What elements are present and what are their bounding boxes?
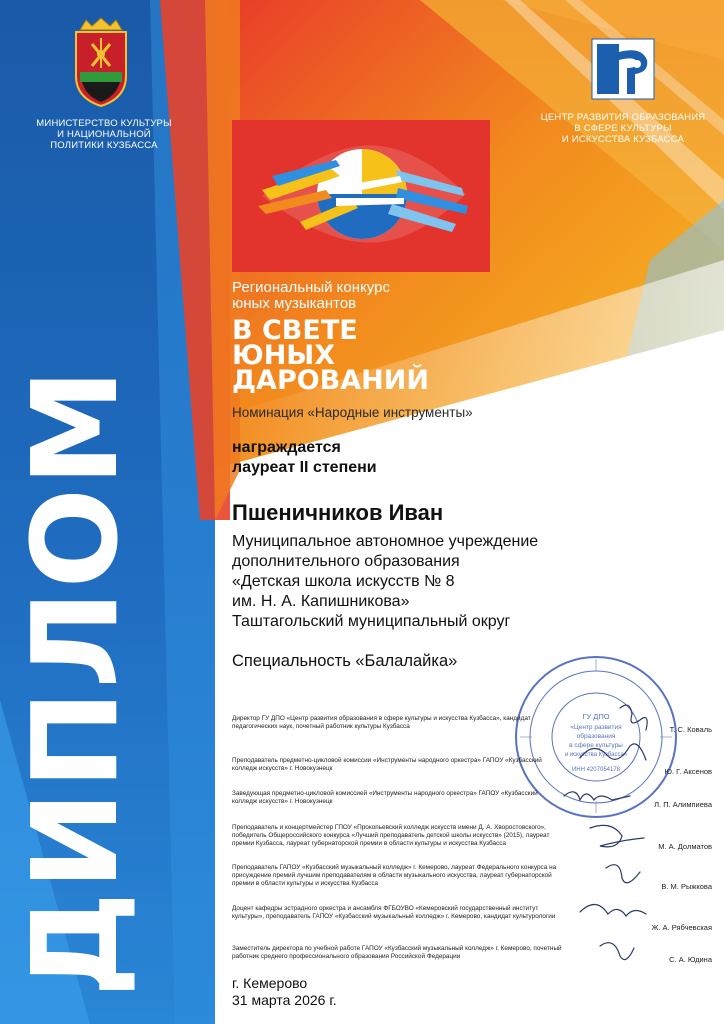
place: г. Кемерово [232,975,308,991]
signatory-description: Заместитель директора по учебной работе ГАПОУ «Кузбасский музыкальный колледж» г. Кемерово, почетный работник среднего профессионального образования Российской Федерации [232,945,562,960]
signatory-name: В. М. Рыжкова [661,882,712,891]
institution-line-1: Муниципальное автономное учреждение [232,533,539,550]
award-line-1: награждается [232,439,341,456]
ministry-line-3: ПОЛИТИКИ КУЗБАССА [50,140,158,151]
institution-line-3: «Детская школа искусств № 8 [232,573,455,590]
signatory-name: Т. С. Коваль [669,725,712,734]
institution-line-4: им. Н. А. Капишникова» [232,593,410,610]
institution-block [232,532,538,632]
contest-subtitle-1: Региональный конкурс [232,279,390,296]
contest-subtitle-2: юных музыкантов [232,295,357,312]
recipient-name: Пшеничников Иван [232,500,444,525]
stamp-line-4: в сфере культуры [569,742,623,749]
award-line-2: лауреат II степени [232,459,377,476]
nomination: Номинация «Народные инструменты» [232,405,473,420]
signatory-description: Директор ГУ ДПО «Центр развития образования в сфере культуры и искусства Кузбасса», кандидат педагогических наук, почетный работник культуры Кузбасса [232,715,531,730]
kuzbass-coat-of-arms [70,16,132,108]
center-line-3: И ИСКУССТВА КУЗБАССА [561,134,685,145]
stamp-line-3: образования [576,733,616,740]
center-logo-icon [591,38,655,100]
signatory-description: Преподаватель предметно-цикловой комиссии «Инструменты народного оркестра» ГАПОУ «Кузбасский колледж искусств» г. Новокузнецк [232,757,542,772]
stamp-inn: ИНН 4207054178 [571,767,621,773]
contest-title-2: ЮНЫХ [232,340,336,371]
handwritten-signatures [560,700,670,990]
ministry-line-1: МИНИСТЕРСТВО КУЛЬТУРЫ [36,118,172,129]
center-line-1: ЦЕНТР РАЗВИТИЯ ОБРАЗОВАНИЯ [540,112,706,123]
signatory-description: Доцент кафедры эстрадного оркестра и ансамбля ФГБОУВО «Кемеровский государственный институт культуры», преподаватель ГАПОУ «Кузбасский музыкальный колледж» г. Кемерово, кандидат культурологии [232,905,556,920]
stamp-line-2: «Центр развития [570,724,622,731]
signatory-name: С. А. Юдина [669,955,712,964]
signatory-description: Преподаватель и концертмейстер ГПОУ «Прокопьевский колледж искусств имени Д. А. Хворостовского», победитель Общероссийского конкурса «Лучший преподаватель детской школы искусств» (2015), лауреат премии Кузбасса, лауреат губернаторской премии в области культуры и искусства Кузбасса [232,824,550,847]
institution-line-2: дополнительного образования [232,553,460,570]
contest-title-1: В СВЕТЕ [232,315,358,346]
diploma-vertical-title: ДИПЛОМ [6,366,144,997]
diploma-vertical-title-wrap [6,366,144,997]
stamp-line-1: ГУ ДПО [582,712,610,721]
ministry-line-2: И НАЦИОНАЛЬНОЙ [57,129,151,140]
contest-title-3: ДАРОВАНИЙ [232,365,429,396]
signatory-name: Л. П. Алимпиева [654,800,712,809]
signatory-name: Ю. Г. Аксенов [664,767,712,776]
center-name [528,112,718,145]
signatory-description: Заведующая предметно-цикловой комиссией «Инструменты народного оркестра» ГАПОУ «Кузбасский колледж искусств» г. Новокузнецк [232,790,538,805]
signatory-name: М. А. Долматов [658,842,712,851]
signatory-description: Преподаватель ГАПОУ «Кузбасский музыкальный колледж» г. Кемерово, лауреат Федерального конкурса на присуждение премий лучшим преподавателям в области музыкального искусства, лауреат губернаторской премии в области культуры и искусства Кузбасса [232,864,557,887]
ministry-name [28,118,180,151]
date: 31 марта 2026 г. [232,992,337,1008]
institution-line-5: Таштагольский муниципальный округ [232,613,511,630]
specialty: Специальность «Балалайка» [232,652,458,670]
stamp-line-5: и искусства Кузбасса» [564,752,628,758]
center-line-2: В СФЕРЕ КУЛЬТУРЫ [574,123,672,134]
signatory-name: Ж. А. Рябчевская [651,923,712,932]
